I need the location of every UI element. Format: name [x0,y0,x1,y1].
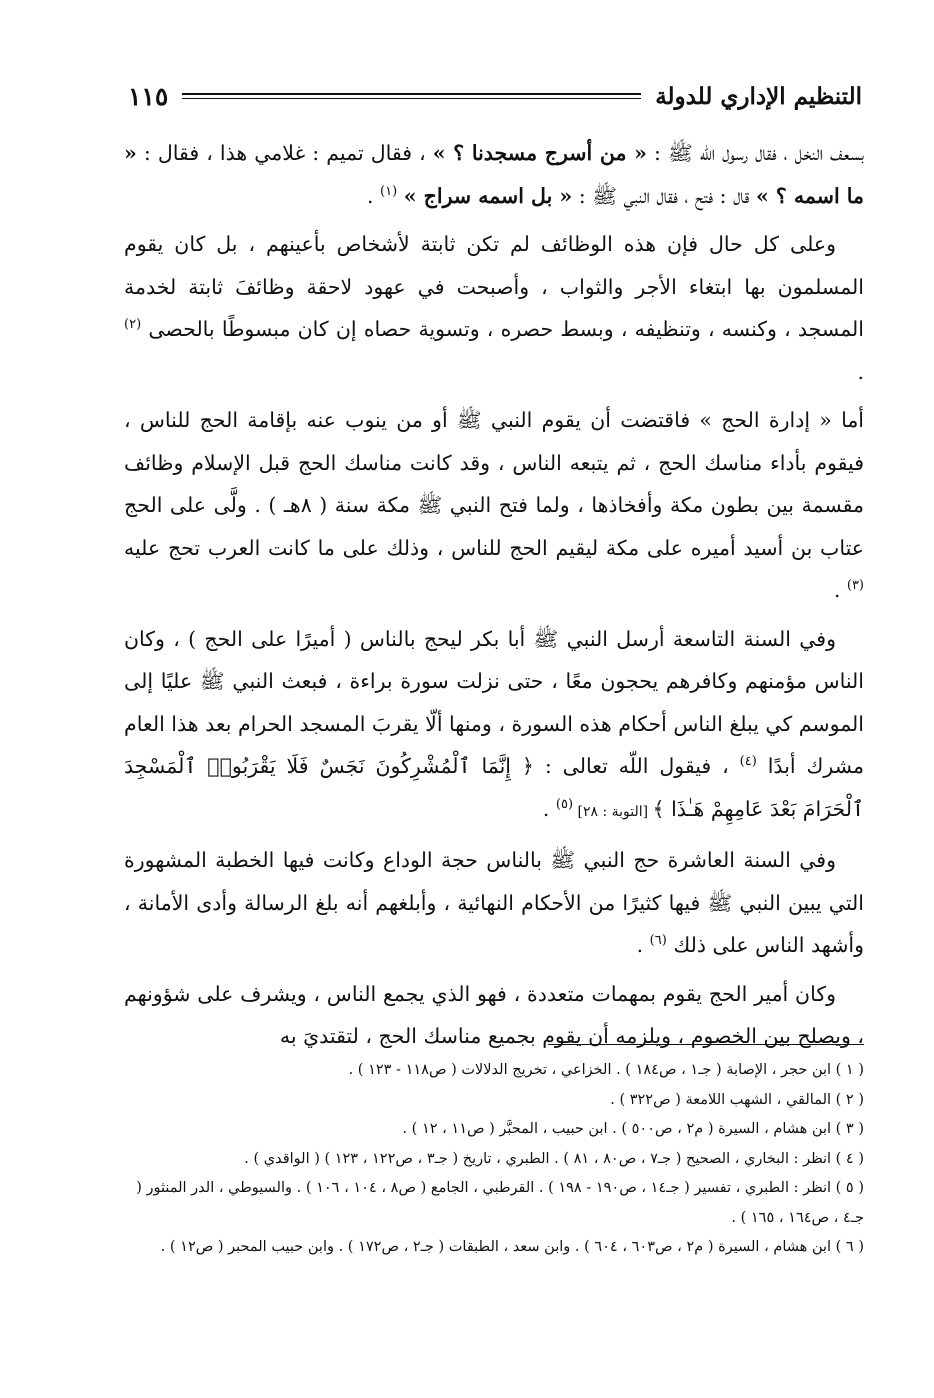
header-rule [182,93,641,99]
footnote-ref[interactable]: (٣) [846,578,864,594]
page-number: ١١٥ [128,81,169,111]
footnote-4: ( ٤ ) انظر : البخاري ، الصحيح ( جـ٧ ، ص٨٠ ، ٨١ ) . الطبري ، تاريخ ( جـ٣ ، ص١٢٢ ، ١٢٣ ) ( الواقدي ) . [244,1150,864,1167]
quran-verse: ﴿ إِنَّمَا ٱلْمُشْرِكُونَ نَجَسٌ فَلَا يَقْرَبُوا۟ ٱلْمَسْجِدَ ٱلْحَرَامَ بَعْدَ عَامِهِمْ هَـٰذَا ﴾ [124,754,864,821]
footnote-separator [548,1044,864,1045]
body-text [124,132,864,1064]
paragraph-text: . [833,578,847,602]
paragraph-text: ، فقال تميم : غلامي هذا ، فقال : [136,141,433,165]
footnote-ref[interactable]: (٦) [649,933,667,949]
paragraph-1 [124,132,864,217]
footnote-ref[interactable]: (٤) [739,754,757,770]
footnote-3: ( ٣ ) ابن هشام ، السيرة ( م٢ ، ص٥٠٠ ) . ابن حبيب ، المحبَّر ( ص١١ ، ١٢ ) . [402,1121,864,1137]
paragraph-text: بسعف النخل ، فقال رسول اللّه ﷺ : [646,141,864,165]
hadith-quote: « بل اسمه سراج » [403,183,573,208]
paragraph-text: ، فيقول اللّه تعالى : [533,754,740,778]
hadith-quote: « من أسرج مسجدنا ؟ » [432,141,647,165]
page-header [128,76,862,116]
footnote-1: ( ١ ) ابن حجر ، الإصابة ( جـ١ ، ص١٨٤ ) . الخزاعي ، تخريج الدلالات ( ص١١٨ - ١٢٣ ) . [348,1062,864,1078]
paragraph-text: . [366,183,381,208]
paragraph-text: . [857,359,864,384]
paragraph-text: وكان أمير الحج يقوم بمهمات متعددة ، فهو الذي يجمع الناس ، ويشرف على شؤونهم ، ويصلح بين الخصوم ، ويلزمه أن يقوم بجميع مناسك الحج ، لتقتديَ به [124,981,864,1048]
footnote-ref[interactable]: (٥) [555,796,574,812]
paragraph-5 [124,839,864,967]
footnote-2: ( ٢ ) المالقي ، الشهب اللامعة ( ص٣٢٢ ) . [610,1091,864,1108]
paragraph-text: وفي السنة التاسعة أرسل النبي ﷺ أبا بكر ليحج بالناس ( أميرًا على الحج ) ، وكان الناس مؤمنهم وكافرهم يحجون معًا ، حتى نزلت سورة براءة ، فبعث النبي ﷺ عليًا إلى الموسم كي يبلغ الناس أحكام هذه السورة ، ومنها ألّا يقربَ المسجد الحرام بعد هذا العام مشرك أبدًا [124,626,864,778]
paragraph-text: . [636,933,650,957]
paragraph-4 [124,618,864,834]
paragraph-text: وعلى كل حال فإن هذه الوظائف لم تكن ثابتة لأشخاص بأعينهم ، بل كان يقوم المسلمون بها ابتغاء الأجر والثواب ، وأصبحت في عهود لاحقة وظائفَ ثابتة لخدمة المسجد ، وكنسه ، وتنظيفه ، وبسط حصره ، وتسوية حصاه إن كان مبسوطًا بالحصى [124,232,864,341]
paragraph-3 [124,399,864,612]
paragraph-text: . [542,796,556,821]
verse-citation: [التوبة : ٢٨] [573,803,653,820]
footnote-5: ( ٥ ) انظر : الطبري ، تفسير ( جـ١٤ ، ص١٩٠ - ١٩٨ ) . القرطبي ، الجامع ( ص٨ ، ١٠٤ ، ١٠٦ ) . والسيوطي ، الدر المنثور ( جـ٤ ، ص١٦٤ ، ١٦٥ ) . [136,1180,864,1226]
hadith-quote: « ما اسمه ؟ » [124,141,864,208]
running-title: التنظيم الإداري للدولة [655,82,862,110]
footnote-6: ( ٦ ) ابن هشام ، السيرة ( م٢ ، ص٦٠٣ ، ٦٠٤ ) . وابن سعد ، الطبقات ( جـ٢ ، ص١٧٢ ) . وابن حبيب المحبر ( ص١٢ ) . [160,1239,864,1255]
footnotes [124,1056,864,1263]
paragraph-text: وفي السنة العاشرة حج النبي ﷺ بالناس حجة الوداع وكانت فيها الخطبة المشهورة التي يبين النبي ﷺ فيها كثيرًا من الأحكام النهائية ، وأبلغهم أنه بلغ الرسالة وأدى الأمانة ، وأشهد الناس على ذلك [124,848,864,957]
paragraph-text: أما « إدارة الحج » فاقتضت أن يقوم النبي ﷺ أو من ينوب عنه بإقامة الحج للناس ، فيقوم بأداء مناسك الحج ، ثم يتبعه الناس ، وقد كانت مناسك الحج قبل الإسلام وظائف مقسمة بين بطون مكة وأفخاذها ، ولما فتح النبي ﷺ مكة سنة ( ٨هـ ) . ولَّى على الحج عتاب بن أسيد أميره على مكة ليقيم الحج للناس ، وذلك على ما كانت العرب تحج عليه [124,408,864,560]
footnote-ref[interactable]: (٢) [124,317,142,333]
paragraph-text: قال : فتح ، فقال النبي ﷺ : [572,183,756,208]
paragraph-2 [124,223,864,393]
footnote-ref[interactable]: (١) [380,183,398,199]
